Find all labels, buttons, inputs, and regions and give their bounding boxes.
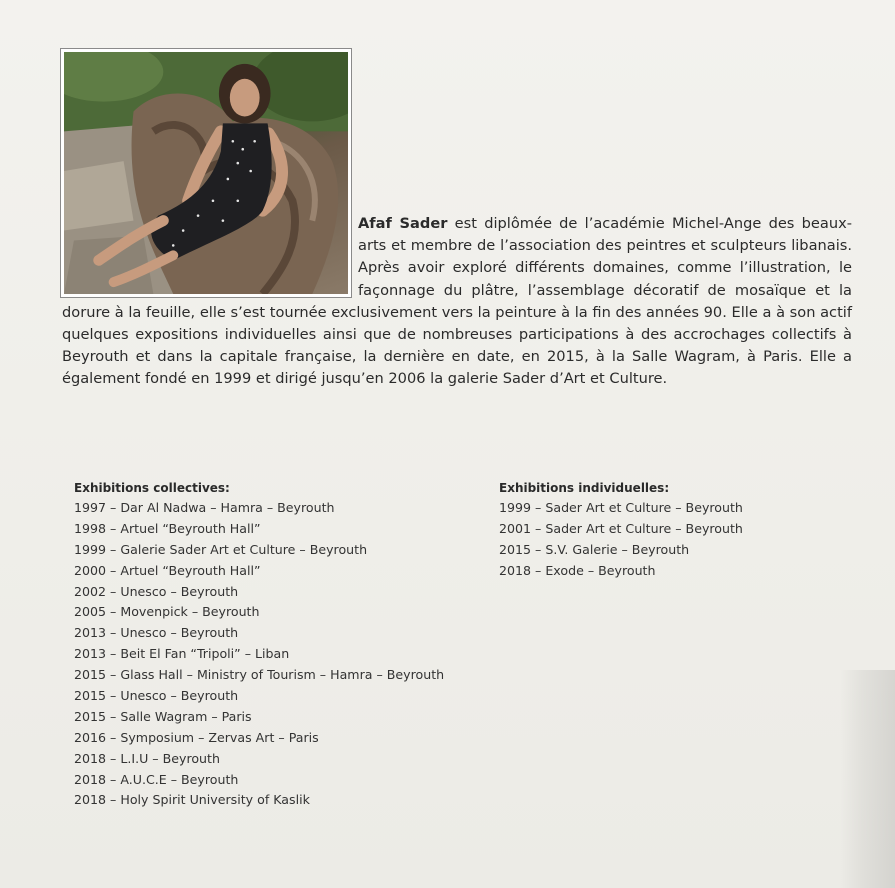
list-item: 2013 – Beit El Fan “Tripoli” – Liban [74, 646, 290, 662]
list-item: 2015 – Salle Wagram – Paris [74, 708, 252, 724]
individual-exhibitions-section [499, 481, 859, 582]
list-item: 1998 – Artuel “Beyrouth Hall” [74, 520, 261, 536]
collective-exhibitions-list [74, 498, 474, 811]
list-item: 2000 – Artuel “Beyrouth Hall” [74, 562, 261, 578]
photo-wrap-spacer [62, 213, 358, 301]
collective-exhibitions-heading: Exhibitions collectives: [74, 481, 230, 495]
list-item: 1999 – Galerie Sader Art et Culture – Beyrouth [74, 541, 368, 557]
list-item: 1997 – Dar Al Nadwa – Hamra – Beyrouth [74, 500, 335, 515]
list-item: 1999 – Sader Art et Culture – Beyrouth [499, 500, 743, 515]
artist-name: Afaf Sader [358, 215, 448, 232]
biography-text: est diplômée de l’académie Michel-Ange des beaux-arts et membre de l’association des peintres et sculpteurs libanais. Après avoir exploré différents domaines, comme l’illustration, le façonnage du plâtre, l’assemblage décoratif de mosaïque et la dorure à la feuille, elle s’est tournée exclusivement vers la peinture à la fin des années 90. Elle a à son actif quelques expositions individuelles ainsi que de nombreuses participations à des accrochages collectifs à Beyrouth et dans la capitale française, la dernière en date, en 2015, à la Salle Wagram, à Paris. Elle a également fondé en 1999 et dirigé jusqu’en 2006 la galerie Sader d’Art et Culture. [62, 215, 852, 388]
list-item: 2018 – Holy Spirit University of Kaslik [74, 792, 310, 808]
list-item: 2013 – Unesco – Beyrouth [74, 625, 239, 641]
list-item: 2015 – Glass Hall – Ministry of Tourism – Hamra – Beyrouth [74, 667, 445, 683]
individual-exhibitions-list [499, 498, 859, 582]
list-item: 2015 – S.V. Galerie – Beyrouth [499, 541, 690, 557]
list-item: 2018 – L.I.U – Beyrouth [74, 750, 220, 766]
list-item: 2018 – Exode – Beyrouth [499, 562, 656, 578]
artist-biography [62, 213, 852, 391]
list-item: 2002 – Unesco – Beyrouth [74, 583, 239, 599]
list-item: 2001 – Sader Art et Culture – Beyrouth [499, 520, 743, 536]
list-item: 2005 – Movenpick – Beyrouth [74, 604, 260, 620]
list-item: 2018 – A.U.C.E – Beyrouth [74, 771, 239, 787]
page-edge-shadow [840, 670, 895, 888]
individual-exhibitions-heading: Exhibitions individuelles: [499, 481, 670, 495]
list-item: 2016 – Symposium – Zervas Art – Paris [74, 729, 319, 745]
list-item: 2015 – Unesco – Beyrouth [74, 688, 239, 704]
collective-exhibitions-section [74, 481, 474, 811]
